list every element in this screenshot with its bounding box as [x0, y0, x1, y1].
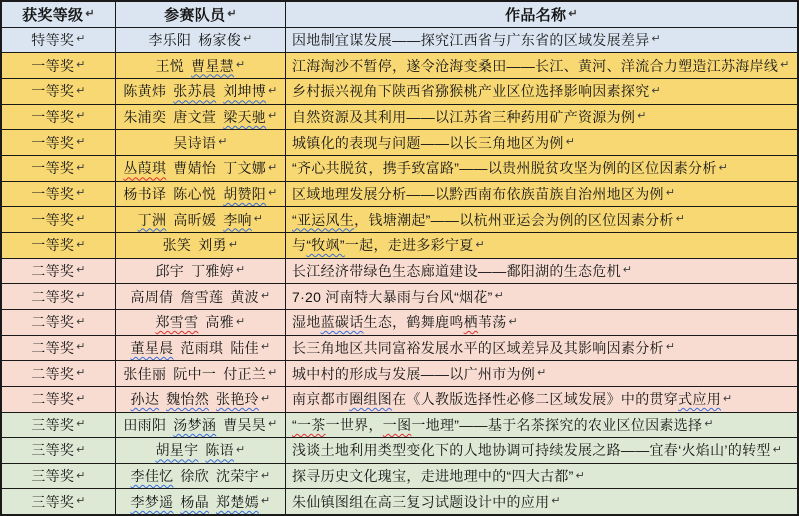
text-segment-squiggle: “牧飒” [306, 237, 345, 254]
cell-return-mark: ↵ [235, 443, 246, 456]
cell-return-mark: ↵ [551, 495, 561, 508]
cell-return-mark: ↵ [76, 187, 86, 200]
text-segment-squiggle: 孙达 [130, 391, 160, 408]
cell-return-mark: ↵ [665, 341, 676, 354]
work-title-cell[interactable] [286, 310, 797, 335]
text-segment: 区域地理发展分析——以黔西南布依族苗族自治州地区为例 [292, 185, 664, 202]
team-members-cell[interactable] [116, 28, 286, 53]
table-row [2, 386, 797, 412]
text-segment-squiggle: 杨晶 [180, 493, 210, 510]
text-segment: 二等奖 [31, 391, 75, 408]
text-segment: 城镇化的表现与问题——以长三角地区为例 [292, 134, 564, 151]
award-level-cell[interactable] [2, 28, 116, 53]
cell-return-mark: ↵ [76, 290, 86, 303]
text-segment: 长三角地区共同富裕发展水平的区域差异及其影响因素分析 [292, 339, 664, 356]
header-cell-award-level[interactable] [2, 2, 116, 27]
text-segment: 7·20 河南特大暴雨与台风“烟花” [292, 288, 493, 305]
text-segment: 三等奖 [31, 468, 75, 485]
text-segment: 南京都市 [292, 391, 350, 408]
cell-return-mark: ↵ [665, 187, 676, 200]
award-level-cell[interactable] [2, 53, 116, 78]
work-title-cell[interactable] [286, 438, 797, 463]
text-segment: 一起，走进多彩宁夏 [344, 237, 474, 254]
text-segment: 朱浦奕 [123, 108, 167, 125]
cell-return-mark: ↵ [475, 238, 486, 251]
work-title-cell[interactable] [286, 79, 797, 104]
cell-return-mark: ↵ [651, 84, 662, 97]
table-header-row [2, 2, 797, 27]
cell-return-mark: ↵ [235, 315, 246, 328]
cell-return-mark: ↵ [268, 110, 278, 123]
team-members-cell[interactable] [116, 438, 286, 463]
text-segment-squiggle: 郑楚嫣 [216, 493, 259, 510]
table-row [2, 129, 797, 155]
text-segment: 付正兰 [223, 365, 267, 382]
text-segment: 王悦 [155, 57, 185, 74]
award-level-cell[interactable] [2, 259, 116, 284]
team-members-cell[interactable] [116, 207, 286, 232]
award-level-cell[interactable] [2, 233, 116, 258]
text-segment-squiggle: 一图 [382, 416, 412, 433]
cell-return-mark: ↵ [268, 84, 278, 97]
text-segment-squiggle: 李佳忆 [130, 468, 174, 485]
cell-return-mark: ↵ [537, 367, 547, 380]
text-segment-squiggle: 张苏晨 [173, 83, 217, 100]
text-segment-squiggle: 蓝碳话 [320, 314, 364, 331]
text-segment: 三等奖 [31, 416, 75, 433]
team-members-cell[interactable] [116, 53, 286, 78]
cell-return-mark: ↵ [235, 264, 246, 277]
work-title-cell[interactable] [286, 105, 797, 130]
text-segment: 二等奖 [31, 339, 75, 356]
team-members-cell[interactable] [116, 336, 286, 361]
award-level-cell[interactable] [2, 156, 116, 181]
table-row [2, 335, 797, 361]
text-segment: 阮中一 [173, 365, 217, 382]
text-segment: 高雅 [205, 314, 234, 331]
cell-return-mark: ↵ [76, 367, 86, 380]
table-row [2, 52, 797, 78]
cell-return-mark: ↵ [260, 341, 271, 354]
work-title-cell[interactable] [286, 28, 797, 53]
text-segment-squiggle: 李响 [223, 211, 252, 228]
team-members-cell[interactable] [116, 464, 286, 489]
cell-return-mark: ↵ [494, 290, 505, 303]
text-segment: 一等奖 [31, 237, 75, 254]
text-segment: 二等奖 [31, 365, 75, 382]
cell-return-mark: ↵ [704, 418, 714, 431]
text-segment: 二等奖 [31, 314, 75, 331]
text-segment-squiggle: 刘坤博 [223, 83, 267, 100]
award-level-cell[interactable] [2, 336, 116, 361]
work-title-cell[interactable] [286, 130, 797, 155]
award-level-cell[interactable] [2, 79, 116, 104]
text-segment: 与 [292, 237, 307, 254]
text-segment-squiggle: 曹星慧 [191, 57, 234, 74]
team-members-cell[interactable] [116, 489, 286, 514]
team-members-cell[interactable] [116, 284, 286, 309]
text-segment-squiggle: 张艳玲 [216, 391, 259, 408]
text-segment: 一世界， [325, 416, 383, 433]
text-segment: 李乐阳 [148, 31, 192, 48]
text-segment: 一等奖 [31, 83, 75, 100]
award-level-cell[interactable] [2, 489, 116, 514]
text-segment: 苇荡 [477, 314, 507, 331]
work-title-cell[interactable] [286, 207, 797, 232]
cell-return-mark: ↵ [76, 33, 86, 46]
text-segment-squiggle: 栖 [463, 314, 478, 331]
cell-return-mark: ↵ [637, 110, 647, 123]
cell-return-mark: ↵ [227, 7, 237, 20]
table-row [2, 78, 797, 104]
award-level-cell[interactable] [2, 310, 116, 335]
table-row [2, 488, 797, 514]
text-segment: 自然资源及其利用——以江苏省三种药用矿产资源为例 [292, 108, 636, 125]
text-segment: 沈荣宇 [216, 468, 259, 485]
text-segment: 江海淘沙不暂停，遂令沧海变桑田——长江、黄河、洋流合力塑造江苏海岸线 [292, 57, 779, 74]
text-segment-squiggle: 胡星宇 [155, 442, 199, 459]
text-segment-squiggle: 圈组图 [349, 391, 393, 408]
cell-return-mark: ↵ [622, 264, 633, 277]
cell-return-mark: ↵ [76, 315, 86, 328]
work-title-cell[interactable] [286, 233, 797, 258]
text-segment: 三等奖 [31, 493, 75, 510]
work-title-cell[interactable] [286, 259, 797, 284]
team-members-cell[interactable] [116, 361, 286, 386]
text-segment: “齐心共脱贫，携手致富路”——以贵州脱贫攻坚为例的区位因素分析 [292, 160, 717, 177]
text-segment: 曹婧怡 [173, 160, 217, 177]
award-level-cell[interactable] [2, 130, 116, 155]
cell-return-mark: ↵ [260, 392, 271, 405]
text-segment-squiggle: 丛葭琪 [123, 160, 167, 177]
text-segment-squiggle: 郑雪雪 [155, 314, 199, 331]
table-row [2, 27, 797, 53]
table-row [2, 463, 797, 489]
work-title-cell[interactable] [286, 284, 797, 309]
text-segment: 陈心悦 [173, 185, 217, 202]
team-members-cell[interactable] [116, 130, 286, 155]
header-label-award-level: 获奖等级 [22, 6, 84, 24]
cell-return-mark: ↵ [260, 469, 271, 482]
table-row [2, 206, 797, 232]
award-level-cell[interactable] [2, 387, 116, 412]
table-row [2, 155, 797, 181]
cell-return-mark: ↵ [268, 367, 278, 380]
text-segment-squiggle: 董星晨 [130, 339, 174, 356]
cell-return-mark: ↵ [268, 187, 278, 200]
table-row [2, 283, 797, 309]
work-title-cell[interactable] [286, 413, 797, 438]
work-title-cell[interactable] [286, 361, 797, 386]
text-segment: 特等奖 [31, 31, 75, 48]
work-title-cell[interactable] [286, 336, 797, 361]
cell-return-mark: ↵ [575, 469, 586, 482]
text-segment: 丁雅婷 [191, 262, 234, 279]
cell-return-mark: ↵ [268, 418, 278, 431]
text-segment-squiggle: 李梦遥 [130, 493, 174, 510]
text-segment: 长江经济带绿色生态廊道建设——鄱阳湖的生态危机 [292, 262, 621, 279]
cell-return-mark: ↵ [508, 315, 519, 328]
team-members-cell[interactable] [116, 233, 286, 258]
text-segment: 三等奖 [31, 442, 75, 459]
award-level-cell[interactable] [2, 464, 116, 489]
text-segment: 高昕媛 [173, 211, 217, 228]
cell-return-mark: ↵ [76, 443, 86, 456]
cell-return-mark: ↵ [260, 290, 271, 303]
cell-return-mark: ↵ [718, 161, 729, 174]
team-members-cell[interactable] [116, 182, 286, 207]
cell-return-mark: ↵ [76, 418, 86, 431]
text-segment: 詹雪莲 [180, 288, 224, 305]
text-segment: 一等奖 [31, 57, 75, 74]
award-level-cell[interactable] [2, 361, 116, 386]
award-level-cell[interactable] [2, 284, 116, 309]
text-segment: 陆佳 [230, 339, 259, 356]
text-segment-squiggle: “一茶 [292, 416, 326, 433]
text-segment: 城中村的形成与发展——以广州市为例 [292, 365, 536, 382]
team-members-cell[interactable] [116, 79, 286, 104]
text-segment-squiggle: 胡赞阳 [223, 185, 267, 202]
award-level-cell[interactable] [2, 438, 116, 463]
text-segment: ，钱塘潮起”——以杭州亚运会为例的区位因素分析 [354, 211, 674, 228]
text-segment-squiggle: 魏怡然 [166, 391, 210, 408]
table-row [2, 181, 797, 207]
cell-return-mark: ↵ [675, 213, 686, 226]
text-segment: 二等奖 [31, 288, 75, 305]
table-row [2, 437, 797, 463]
text-segment-squiggle: “亚运风生 [292, 211, 355, 228]
cell-return-mark: ↵ [76, 59, 86, 72]
work-title-cell[interactable] [286, 489, 797, 514]
header-cell-team-members[interactable] [116, 2, 286, 27]
text-segment: 徐欣 [180, 468, 210, 485]
table-row [2, 258, 797, 284]
cell-return-mark: ↵ [243, 33, 253, 46]
header-cell-work-title[interactable] [286, 2, 797, 27]
text-segment: 二等奖 [31, 262, 75, 279]
award-level-cell[interactable] [2, 182, 116, 207]
table-row [2, 104, 797, 130]
table-row [2, 309, 797, 335]
text-segment: 高周倩 [130, 288, 174, 305]
header-label-team-members: 参赛队员 [164, 6, 226, 24]
award-level-cell[interactable] [2, 105, 116, 130]
text-segment: 一地理”——基于名茶探究的农业区位因素选择 [411, 416, 703, 433]
cell-return-mark: ↵ [76, 213, 86, 226]
cell-return-mark: ↵ [76, 264, 86, 277]
text-segment: 丁文娜 [223, 160, 267, 177]
text-segment: 在《人教版选择性必修二区域发展》中的贯穿 [392, 391, 679, 408]
text-segment: 探寻历史文化瑰宝，走进地理中的“四大古都” [292, 468, 574, 485]
cell-return-mark: ↵ [253, 213, 264, 226]
table-row [2, 412, 797, 438]
cell-return-mark: ↵ [76, 238, 86, 251]
cell-return-mark: ↵ [85, 7, 95, 20]
text-segment-squiggle: 式应用 [678, 391, 722, 408]
cell-return-mark: ↵ [780, 59, 790, 72]
text-segment: 吴诗语 [173, 134, 217, 151]
text-segment: 湿地 [292, 314, 321, 331]
table-row [2, 232, 797, 258]
work-title-cell[interactable] [286, 53, 797, 78]
cell-return-mark: ↵ [76, 392, 86, 405]
header-label-work-title: 作品名称 [505, 6, 567, 24]
cell-return-mark: ↵ [235, 59, 246, 72]
cell-return-mark: ↵ [260, 495, 271, 508]
text-segment: 一等奖 [31, 134, 75, 151]
team-members-cell[interactable] [116, 310, 286, 335]
cell-return-mark: ↵ [218, 136, 228, 149]
award-level-cell[interactable] [2, 207, 116, 232]
work-title-cell[interactable] [286, 182, 797, 207]
award-level-cell[interactable] [2, 413, 116, 438]
text-segment: 因地制宜谋发展——探究江西省与广东省的区域发展差异 [292, 31, 650, 48]
work-title-cell[interactable] [286, 387, 797, 412]
text-segment: 一等奖 [31, 211, 75, 228]
cell-return-mark: ↵ [76, 341, 86, 354]
cell-return-mark: ↵ [268, 161, 278, 174]
text-segment: 黄波 [230, 288, 259, 305]
cell-return-mark: ↵ [568, 7, 578, 20]
text-segment: 一等奖 [31, 108, 75, 125]
cell-return-mark: ↵ [723, 392, 733, 405]
text-segment: 刘勇 [198, 237, 227, 254]
text-segment: 陈黄炜 [123, 83, 167, 100]
cell-return-mark: ↵ [228, 238, 239, 251]
work-title-cell[interactable] [286, 156, 797, 181]
text-segment-squiggle: 汤梦涵 [173, 416, 217, 433]
text-segment: 范雨琪 [180, 339, 224, 356]
cell-return-mark: ↵ [76, 495, 86, 508]
team-members-cell[interactable] [116, 156, 286, 181]
text-segment-squiggle: 丁洲 [137, 211, 167, 228]
text-segment: 张佳丽 [123, 365, 167, 382]
cell-return-mark: ↵ [565, 136, 576, 149]
text-segment: 张笑 [162, 237, 192, 254]
text-segment: 杨书译 [123, 185, 167, 202]
text-segment: 杨家俊 [198, 31, 242, 48]
work-title-cell[interactable] [286, 464, 797, 489]
team-members-cell[interactable] [116, 105, 286, 130]
text-segment: 朱仙镇图组在高三复习试题设计中的应用 [292, 493, 550, 510]
cell-return-mark: ↵ [76, 469, 86, 482]
table-row [2, 360, 797, 386]
text-segment: 田雨阳 [123, 416, 167, 433]
team-members-cell[interactable] [116, 413, 286, 438]
text-segment: 乡村振兴视角下陕西省猕猴桃产业区位选择影响因素探究 [292, 83, 650, 100]
cell-return-mark: ↵ [76, 84, 86, 97]
cell-return-mark: ↵ [76, 161, 86, 174]
text-segment-squiggle: 陈语 [205, 442, 234, 459]
text-segment: 一等奖 [31, 185, 75, 202]
text-segment: 曹吴昊 [223, 416, 267, 433]
cell-return-mark: ↵ [76, 136, 86, 149]
cell-return-mark: ↵ [76, 110, 86, 123]
text-segment: 生态，鹤舞鹿鸣 [363, 314, 464, 331]
cell-return-mark: ↵ [651, 33, 662, 46]
team-members-cell[interactable] [116, 259, 286, 284]
text-segment: 唐文萱 [173, 108, 217, 125]
cell-return-mark: ↵ [772, 443, 783, 456]
team-members-cell[interactable] [116, 387, 286, 412]
text-segment-squiggle: 梁天驰 [223, 108, 267, 125]
text-segment: 一等奖 [31, 160, 75, 177]
text-segment: 浅谈土地利用类型变化下的人地协调可持续发展之路——宜春‘火焰山’的转型 [292, 442, 771, 459]
text-segment: 邱宇 [155, 262, 185, 279]
